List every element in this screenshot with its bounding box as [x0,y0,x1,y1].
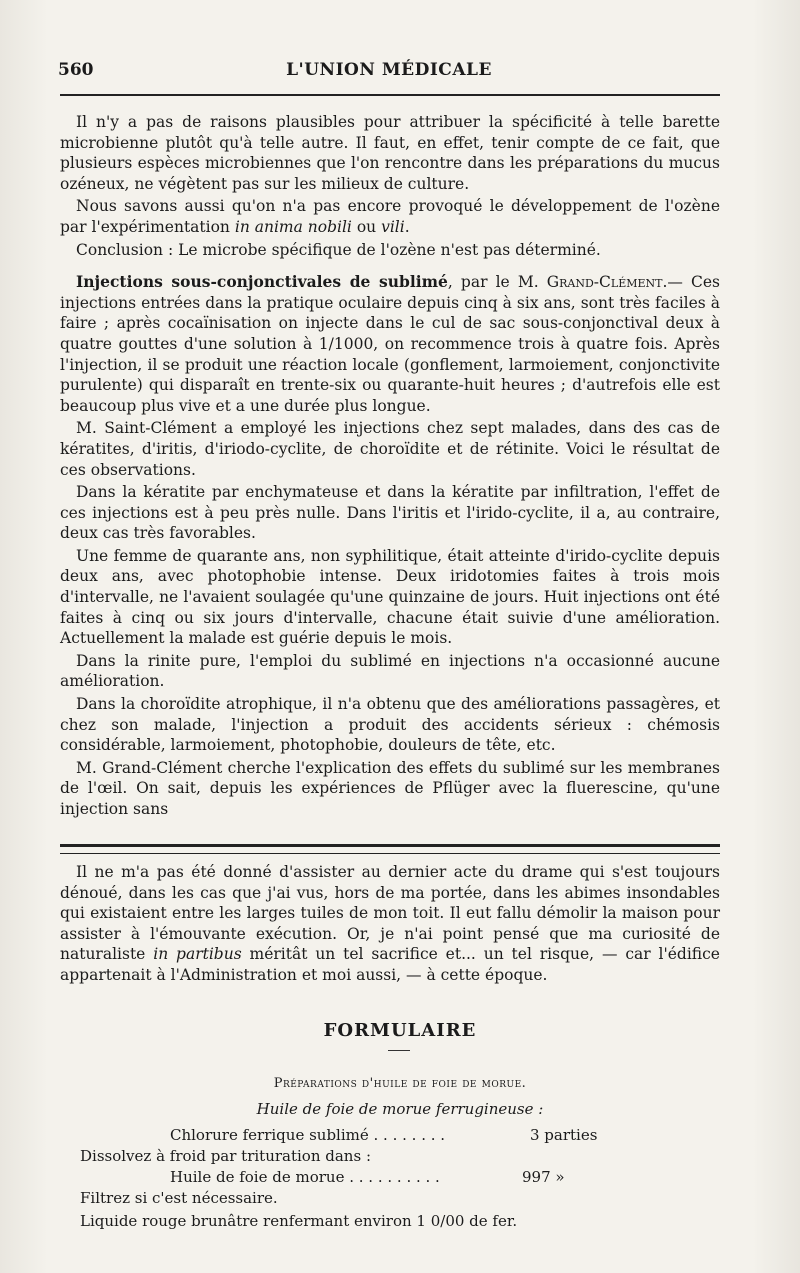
article-body [60,112,720,822]
recipe-note: Liquide rouge brunâtre renfermant environ 1 0/00 de fer. [80,1212,518,1230]
paragraph: Nous savons aussi qu'on n'a pas encore provoqué le développement de l'ozène par l'expérimentation in anima nobili ou vili. [60,197,720,236]
page-number: 560 [58,60,94,80]
ingredient-line: Huile de foie de morue . . . . . . . . . . [170,1168,440,1186]
section-paragraph: Injections sous-conjonctivales de sublimé, par le M. Grand-Clément.— Ces injections entrées dans la pratique oculaire depuis cinq à six ans, sont très faciles à faire ; après cocaïnisation on injecte dans le cul de sac sous-conjonctival deux à quatre gouttes d'une solution à 1/1000, on recommence trois à quatre fois. Après l'injection, il se produit une réaction locale (gonflement, larmoiement, conjonctivite purulente) qui disparaît en trente-six ou quarante-huit heures ; d'autrefois elle est beaucoup plus vive et a une durée plus longue. [60,272,721,415]
paragraph: M. Grand-Clément cherche l'explication des effets du sublimé sur les membranes de l'œil. On sait, depuis les expériences de Pflüger avec la fluerescine, qu'une injection sans [60,758,720,818]
feuilleton-separator [60,844,720,854]
recipe-section-heading: Préparations d'huile de foie de morue. [273,1076,527,1091]
section-heading: Injections sous-conjonctivales de sublimé [76,272,448,292]
instruction-line: Dissolvez à froid par trituration dans : [80,1147,371,1165]
paragraph: Il n'y a pas de raisons plausibles pour attribuer la spécificité à telle barette microbienne plutôt qu'à telle autre. Il faut, en effet, tenir compte de ce fait, que plusieurs espèces microbiennes que l'on rencontre dans les préparations du mucus ozéneux, ne végètent pas sur les milieux de culture. [60,113,720,193]
paragraph: M. Saint-Clément a employé les injections chez sept malades, dans des cas de kératites, d'iritis, d'iriodo-cyclite, de choroïdite et de rétinite. Voici le résultat de ces observations. [60,419,720,479]
author-name: Grand-Clément [546,273,663,292]
feuilleton-body [60,862,720,988]
paragraph: Dans la kératite par enchymateuse et dans la kératite par infiltration, l'effet de ces injections est à peu près nulle. Dans l'iritis et l'irido-cyclite, il a, au contraire, deux cas très favorables. [60,483,720,543]
formulaire-title: FORMULAIRE [323,1020,477,1041]
paragraph: Dans la choroïdite atrophique, il n'a obtenu que des améliorations passagères, et chez son malade, l'injection a produit des accidents sérieux : chémosis considérable, larmoiement, photophobie, douleurs de tête, etc. [60,695,720,755]
ingredient-quantity: 997 » [522,1168,565,1186]
ingredient-line: Chlorure ferrique sublimé . . . . . . . . [170,1126,446,1144]
instruction-line: Filtrez si c'est nécessaire. [80,1189,278,1207]
paragraph: Dans la rinite pure, l'emploi du sublimé en injections n'a occasionné aucune amélioration. [60,651,720,691]
recipe-name: Huile de foie de morue ferrugineuse : [256,1100,544,1118]
running-title: L'UNION MÉDICALE [286,60,492,80]
header-rule [60,94,720,96]
page-header [58,56,720,88]
paragraph: Une femme de quarante ans, non syphilitique, était atteinte d'irido-cyclite depuis deux ans, avec photophobie intense. Deux iridotomies faites à trois mois d'intervalle, ne l'avaient soulagée qu'une quinzaine de jours. Huit injections ont été faites à cinq ou six jours d'intervalle, chacune était suivie d'une amélioration. Actuellement la malade est guérie depuis le mois. [60,546,720,648]
ingredient-quantity: 3 parties [530,1126,598,1144]
title-rule [388,1050,410,1051]
conclusion: Conclusion : Le microbe spécifique de l'ozène n'est pas déterminé. [76,240,601,259]
paragraph: Il ne m'a pas été donné d'assister au dernier acte du drame qui s'est toujours dénoué, dans les cas que j'ai vus, hors de ma portée, dans les abimes insondables qui existaient entre les larges tuiles de mon toit. Il eut fallu démolir la maison pour assister à l'émouvante exécution. Or, je n'ai point pensé que ma curiosité de naturaliste in partibus méritât un tel sacrifice et... un tel risque, — car l'édifice appartenait à l'Administration et moi aussi, — à cette époque. [60,863,720,984]
